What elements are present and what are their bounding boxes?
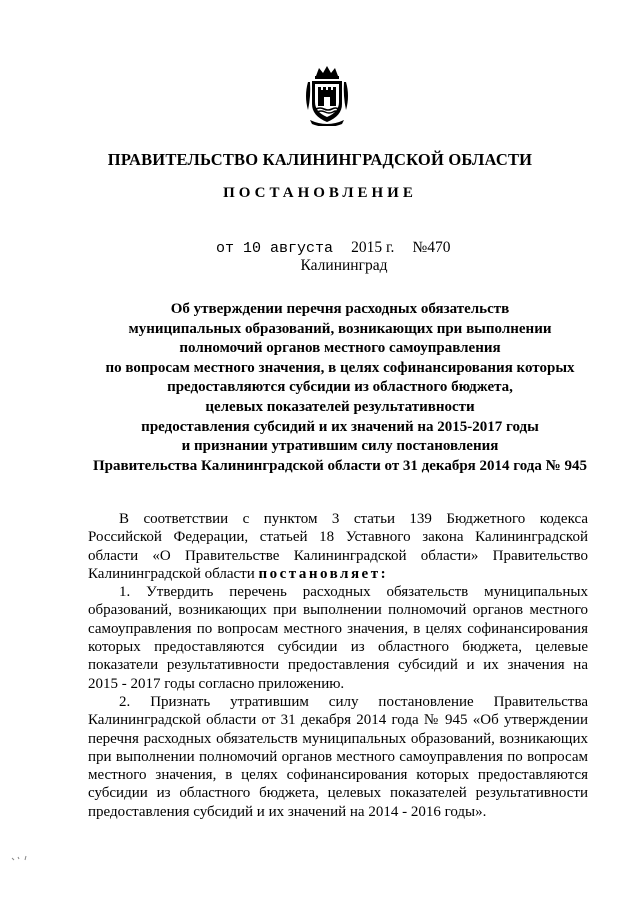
body-line: области «О Правительстве Калининградской области» Правительство	[88, 547, 588, 564]
item-1-line: самоуправления по вопросам местного значения, в целях софинансирования	[88, 620, 588, 637]
item-2-line: предоставления субсидий и их значений на 2014 - 2016 годы».	[88, 803, 487, 820]
body-line	[88, 565, 588, 583]
decree-number: №470	[412, 239, 451, 256]
document-type: ПОСТАНОВЛЕНИЕ	[223, 185, 417, 201]
government-title: ПРАВИТЕЛЬСТВО КАЛИНИНГРАДСКОЙ ОБЛАСТИ	[107, 150, 533, 169]
heading-line: полномочий органов местного самоуправления	[179, 340, 501, 357]
item-1-line: образований, возникающих при выполнении полномочий органов местного	[88, 602, 588, 619]
item-2-line: при выполнении полномочий органов местного самоуправления по вопросам	[88, 748, 588, 765]
item-1-line: 1. Утвердить перечень расходных обязательств муниципальных	[119, 584, 588, 601]
item-1-line: которых предоставляются субсидии из областного бюджета, целевые	[88, 639, 588, 656]
heading-line: предоставляются субсидии из областного бюджета,	[167, 379, 513, 396]
heading-line: Правительства Калининградской области от 31 декабря 2014 года № 945	[93, 457, 587, 474]
city: Калининград	[300, 257, 388, 274]
item-1-line: 2015 - 2017 годы согласно приложению.	[88, 675, 345, 692]
heading-line: муниципальных образований, возникающих при выполнении	[128, 320, 552, 337]
item-2-line: Калининградской области от 31 декабря 2014 года № 945 «Об утверждении	[88, 712, 588, 729]
decree-word: постановляет:	[258, 565, 389, 582]
date-prefix: от	[216, 240, 235, 257]
item-2-line: субсидии из областного бюджета, целевых показателей результативности	[88, 785, 588, 802]
body-line: Российской Федерации, статьей 18 Уставного закона Калининградской	[88, 529, 588, 546]
decree-heading	[80, 300, 600, 476]
item-2-line: перечня расходных обязательств муниципальных образований, возникающих	[88, 730, 588, 747]
coat-of-arms-emblem	[302, 66, 352, 126]
decree-year: 2015 г.	[351, 239, 395, 256]
heading-line: и признании утратившим силу постановления	[181, 438, 499, 455]
item-1-line: показатели результативности предоставления субсидий и их значения на	[88, 657, 588, 674]
body-line: В соответствии с пунктом 3 статьи 139 Бюджетного кодекса	[119, 511, 588, 527]
heading-line: по вопросам местного значения, в целях софинансирования которых	[105, 359, 575, 376]
date-line	[216, 239, 450, 257]
scan-marks	[10, 852, 34, 867]
item-2-line: 2. Признать утратившим силу постановление Правительства	[119, 693, 588, 710]
decree-date: 10 августа	[243, 240, 334, 257]
coat-of-arms-icon	[302, 66, 352, 126]
heading-line: целевых показателей результативности	[205, 398, 475, 415]
scan-marks-graphic	[10, 852, 34, 864]
item-2-line: местного значения, в целях софинансирования которых предоставляются	[88, 767, 588, 784]
heading-line: предоставления субсидий и их значений на 2015-2017 годы	[141, 418, 539, 435]
decree-body	[88, 510, 588, 821]
preamble-end: Калининградской области	[88, 565, 255, 582]
heading-line: Об утверждении перечня расходных обязательств	[170, 301, 510, 317]
